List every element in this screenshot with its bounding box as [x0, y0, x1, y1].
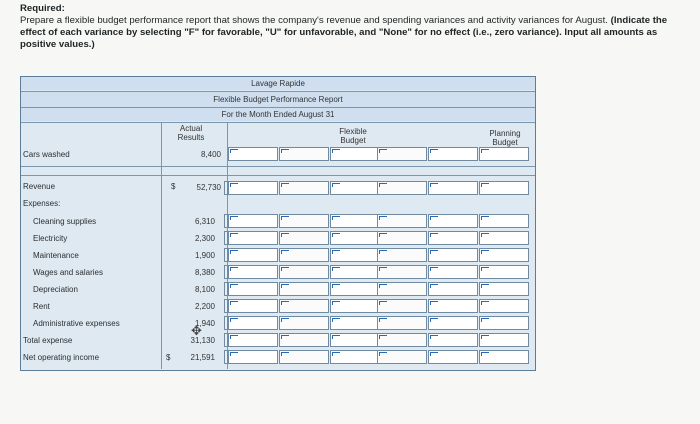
- cell-marker-icon: [481, 318, 489, 322]
- cell-marker-icon: [281, 149, 289, 153]
- cell-marker-icon: [430, 149, 438, 153]
- variance-amount-input-net-operating-income[interactable]: [428, 350, 478, 364]
- cell-marker-icon: [430, 335, 438, 339]
- cell-marker-icon: [430, 216, 438, 220]
- cell-edge: [224, 282, 228, 296]
- instructions-bold: (Indicate the effect of each variance by selecting "F" for favorable, "U" for unfavorable, and "None" for no effect (i.e., zero variance). Input all amounts as positive values.): [20, 15, 668, 50]
- cell-marker-icon: [281, 318, 289, 322]
- divider: [21, 166, 535, 167]
- variance-effect-select-net-operating-income[interactable]: [377, 350, 427, 364]
- cell-marker-icon: [230, 352, 238, 356]
- variance-amount-input-net-operating-income[interactable]: [479, 350, 529, 364]
- cell-marker-icon: [481, 149, 489, 153]
- variance-effect-select-administrative-expenses[interactable]: [279, 316, 329, 330]
- cell-marker-icon: [332, 250, 340, 254]
- variance-effect-select-maintenance[interactable]: [377, 248, 427, 262]
- variance-amount-input-administrative-expenses[interactable]: [428, 316, 478, 330]
- variance-amount-input-wages-and-salaries[interactable]: [228, 265, 278, 279]
- variance-amount-input-cleaning-supplies[interactable]: [479, 214, 529, 228]
- cell-marker-icon: [379, 318, 387, 322]
- variance-effect-select-rent[interactable]: [279, 299, 329, 313]
- variance-amount-input-wages-and-salaries[interactable]: [479, 265, 529, 279]
- cell-marker-icon: [281, 250, 289, 254]
- variance-effect-select-net-operating-income[interactable]: [279, 350, 329, 364]
- variance-amount-input-depreciation[interactable]: [330, 282, 380, 296]
- performance-report-sheet: [20, 76, 536, 371]
- cell-marker-icon: [481, 183, 489, 187]
- cell-marker-icon: [379, 233, 387, 237]
- row-label-administrative-expenses: Administrative expenses: [33, 319, 120, 328]
- variance-amount-input-maintenance[interactable]: [479, 248, 529, 262]
- variance-amount-input-depreciation[interactable]: [479, 282, 529, 296]
- variance-amount-input-maintenance[interactable]: [228, 248, 278, 262]
- cell-marker-icon: [230, 216, 238, 220]
- row-label-wages-and-salaries: Wages and salaries: [33, 268, 103, 277]
- variance-amount-input-wages-and-salaries[interactable]: [330, 265, 380, 279]
- variance-effect-select-total-expense[interactable]: [279, 333, 329, 347]
- cell-marker-icon: [481, 233, 489, 237]
- cell-marker-icon: [430, 250, 438, 254]
- variance-amount-input-electricity[interactable]: [479, 231, 529, 245]
- cell-marker-icon: [379, 149, 387, 153]
- row-label-cars-washed: Cars washed: [23, 150, 70, 159]
- variance-amount-input-cars-washed[interactable]: [479, 147, 529, 161]
- variance-amount-input-net-operating-income[interactable]: [330, 350, 380, 364]
- cell-edge: [224, 214, 228, 228]
- cell-marker-icon: [430, 318, 438, 322]
- variance-amount-input-depreciation[interactable]: [428, 282, 478, 296]
- row-label-revenue: Revenue: [23, 182, 56, 191]
- cell-marker-icon: [230, 183, 238, 187]
- cell-marker-icon: [481, 335, 489, 339]
- actual-total-expense: 31,130: [190, 336, 215, 345]
- variance-effect-select-depreciation[interactable]: [279, 282, 329, 296]
- cell-marker-icon: [481, 352, 489, 356]
- cell-marker-icon: [481, 267, 489, 271]
- cell-marker-icon: [332, 267, 340, 271]
- cell-marker-icon: [379, 301, 387, 305]
- cell-marker-icon: [379, 352, 387, 356]
- variance-amount-input-rent[interactable]: [428, 299, 478, 313]
- cell-marker-icon: [332, 301, 340, 305]
- report-period: For the Month Ended August 31: [21, 108, 535, 121]
- divider: [21, 122, 535, 123]
- variance-effect-select-cleaning-supplies[interactable]: [377, 214, 427, 228]
- cell-edge: [224, 181, 228, 195]
- cell-marker-icon: [230, 284, 238, 288]
- actual-cleaning-supplies: 6,310: [194, 217, 215, 226]
- actual-maintenance: 1,900: [194, 251, 215, 260]
- cell-marker-icon: [230, 250, 238, 254]
- cell-marker-icon: [430, 183, 438, 187]
- variance-effect-select-electricity[interactable]: [279, 231, 329, 245]
- required-heading: Required:: [20, 3, 65, 14]
- cell-marker-icon: [281, 352, 289, 356]
- variance-effect-select-cleaning-supplies[interactable]: [279, 214, 329, 228]
- cell-marker-icon: [332, 183, 340, 187]
- variance-effect-select-depreciation[interactable]: [377, 282, 427, 296]
- cell-marker-icon: [430, 284, 438, 288]
- variance-amount-input-electricity[interactable]: [330, 231, 380, 245]
- cell-marker-icon: [281, 267, 289, 271]
- instructions: [20, 3, 680, 51]
- variance-amount-input-cars-washed[interactable]: [228, 147, 278, 161]
- variance-amount-input-administrative-expenses[interactable]: [479, 316, 529, 330]
- variance-amount-input-revenue[interactable]: [428, 181, 478, 195]
- cell-edge: [224, 350, 228, 364]
- variance-effect-select-electricity[interactable]: [377, 231, 427, 245]
- cell-marker-icon: [281, 233, 289, 237]
- report-company: Lavage Rapide: [21, 77, 535, 90]
- variance-amount-input-depreciation[interactable]: [228, 282, 278, 296]
- cell-marker-icon: [281, 335, 289, 339]
- variance-effect-select-maintenance[interactable]: [279, 248, 329, 262]
- cell-marker-icon: [230, 335, 238, 339]
- variance-amount-input-electricity[interactable]: [228, 231, 278, 245]
- variance-amount-input-revenue[interactable]: [330, 181, 380, 195]
- variance-effect-select-administrative-expenses[interactable]: [377, 316, 427, 330]
- cell-marker-icon: [281, 284, 289, 288]
- variance-amount-input-cleaning-supplies[interactable]: [428, 214, 478, 228]
- cell-marker-icon: [379, 284, 387, 288]
- instructions-line2: August.: [575, 15, 608, 26]
- actual-electricity: 2,300: [194, 234, 215, 243]
- variance-amount-input-rent[interactable]: [228, 299, 278, 313]
- cell-marker-icon: [281, 216, 289, 220]
- variance-amount-input-cars-washed[interactable]: [428, 147, 478, 161]
- instructions-line1: Prepare a flexible budget performance report that shows the company's revenue and spending variances and activity variances for: [20, 15, 574, 26]
- cell-marker-icon: [481, 216, 489, 220]
- cell-marker-icon: [230, 318, 238, 322]
- actual-net-operating-income: 21,591: [190, 353, 215, 362]
- actual-rent: 2,200: [194, 302, 215, 311]
- actual-depreciation: 8,100: [194, 285, 215, 294]
- cell-marker-icon: [481, 284, 489, 288]
- variance-amount-input-cleaning-supplies[interactable]: [228, 214, 278, 228]
- row-label-depreciation: Depreciation: [33, 285, 78, 294]
- cell-edge: [224, 316, 228, 330]
- variance-amount-input-maintenance[interactable]: [428, 248, 478, 262]
- header-flexible-budget: Flexible Budget: [339, 127, 367, 145]
- variance-amount-input-electricity[interactable]: [428, 231, 478, 245]
- cell-marker-icon: [379, 335, 387, 339]
- variance-amount-input-rent[interactable]: [330, 299, 380, 313]
- cell-marker-icon: [332, 149, 340, 153]
- actual-cars-washed: 8,400: [200, 150, 221, 159]
- cell-edge: [224, 299, 228, 313]
- variance-amount-input-net-operating-income[interactable]: [228, 350, 278, 364]
- cell-marker-icon: [379, 216, 387, 220]
- divider: [21, 91, 535, 92]
- variance-effect-select-wages-and-salaries[interactable]: [377, 265, 427, 279]
- cell-marker-icon: [379, 250, 387, 254]
- cell-marker-icon: [332, 352, 340, 356]
- cell-marker-icon: [332, 318, 340, 322]
- row-label-electricity: Electricity: [33, 234, 68, 243]
- cell-marker-icon: [230, 267, 238, 271]
- row-label-cleaning-supplies: Cleaning supplies: [33, 217, 97, 226]
- row-label-net-operating-income: Net operating income: [23, 353, 100, 362]
- variance-effect-select-rent[interactable]: [377, 299, 427, 313]
- divider: [21, 107, 535, 108]
- row-label-rent: Rent: [33, 302, 50, 311]
- variance-effect-select-revenue[interactable]: [377, 181, 427, 195]
- cell-marker-icon: [332, 216, 340, 220]
- variance-amount-input-cars-washed[interactable]: [330, 147, 380, 161]
- variance-effect-select-total-expense[interactable]: [377, 333, 427, 347]
- actual-administrative-expenses: 1,940: [194, 319, 215, 328]
- variance-effect-select-wages-and-salaries[interactable]: [279, 265, 329, 279]
- header-actual-results: Actual Results: [177, 124, 205, 142]
- cell-edge: [224, 248, 228, 262]
- variance-amount-input-revenue[interactable]: [228, 181, 278, 195]
- cell-marker-icon: [230, 149, 238, 153]
- header-planning-budget: Planning Budget: [489, 129, 521, 147]
- row-label-total-expense: Total expense: [23, 336, 73, 345]
- instructions-text: [20, 15, 680, 51]
- variance-amount-input-total-expense[interactable]: [428, 333, 478, 347]
- row-label-expenses: Expenses:: [23, 199, 61, 208]
- move-cursor-icon: ✥: [191, 323, 202, 338]
- dollar-sign-noi: $: [166, 353, 171, 362]
- variance-amount-input-rent[interactable]: [479, 299, 529, 313]
- variance-amount-input-maintenance[interactable]: [330, 248, 380, 262]
- cell-marker-icon: [281, 183, 289, 187]
- variance-effect-select-revenue[interactable]: [279, 181, 329, 195]
- cell-marker-icon: [430, 352, 438, 356]
- variance-amount-input-revenue[interactable]: [479, 181, 529, 195]
- cell-marker-icon: [430, 233, 438, 237]
- divider: [21, 175, 535, 176]
- cell-marker-icon: [481, 301, 489, 305]
- variance-effect-select-cars-washed[interactable]: [279, 147, 329, 161]
- cell-marker-icon: [379, 267, 387, 271]
- cell-edge: [224, 231, 228, 245]
- dollar-sign-revenue: $: [171, 182, 176, 191]
- row-label-maintenance: Maintenance: [33, 251, 79, 260]
- cell-marker-icon: [332, 335, 340, 339]
- cell-marker-icon: [430, 267, 438, 271]
- cell-edge: [224, 333, 228, 347]
- variance-amount-input-total-expense[interactable]: [479, 333, 529, 347]
- cell-marker-icon: [430, 301, 438, 305]
- cell-marker-icon: [332, 233, 340, 237]
- cell-marker-icon: [230, 301, 238, 305]
- cell-marker-icon: [281, 301, 289, 305]
- variance-amount-input-cleaning-supplies[interactable]: [330, 214, 380, 228]
- variance-amount-input-wages-and-salaries[interactable]: [428, 265, 478, 279]
- cell-marker-icon: [481, 250, 489, 254]
- variance-amount-input-total-expense[interactable]: [330, 333, 380, 347]
- actual-revenue: 52,730: [196, 183, 221, 192]
- cell-marker-icon: [332, 284, 340, 288]
- actual-wages-and-salaries: 8,380: [194, 268, 215, 277]
- cell-edge: [224, 265, 228, 279]
- cell-marker-icon: [230, 233, 238, 237]
- report-title: Flexible Budget Performance Report: [21, 92, 535, 107]
- variance-amount-input-total-expense[interactable]: [228, 333, 278, 347]
- variance-effect-select-cars-washed[interactable]: [377, 147, 427, 161]
- variance-amount-input-administrative-expenses[interactable]: [228, 316, 278, 330]
- variance-amount-input-administrative-expenses[interactable]: [330, 316, 380, 330]
- cell-marker-icon: [379, 183, 387, 187]
